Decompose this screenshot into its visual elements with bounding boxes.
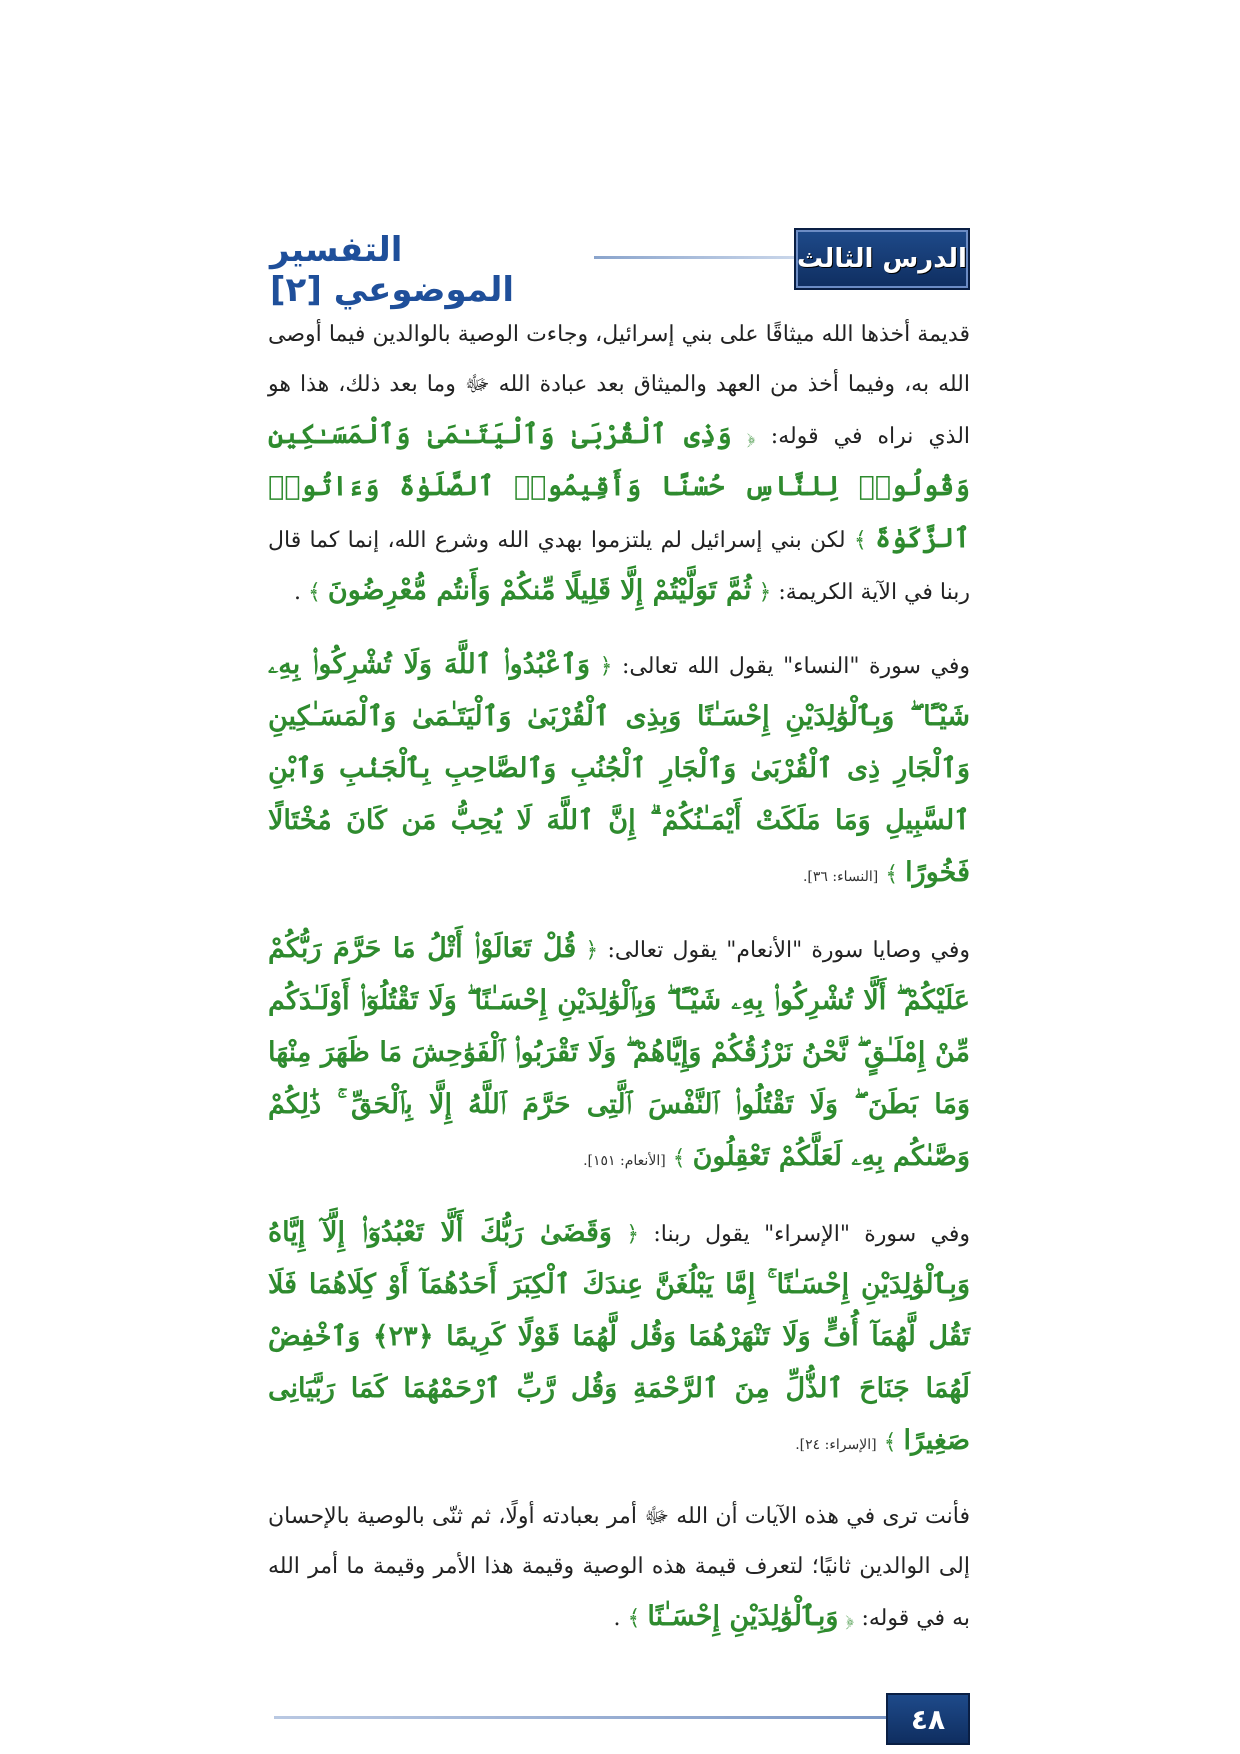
- page-number: ٤٨: [910, 1702, 946, 1736]
- paragraph-text: .: [613, 1606, 621, 1631]
- quran-open-brace: ﴿: [746, 424, 756, 449]
- quran-open-brace: ﴿: [626, 1222, 640, 1247]
- page-number-badge: [886, 1693, 970, 1745]
- paragraph-text: لكن بني إسرائيل لم يلتزموا بهدي الله وشرع الله، إنما كما قال ربنا في الآية الكريمة:: [268, 528, 970, 605]
- verse-reference: [الأنعام: ١٥١].: [583, 1153, 666, 1169]
- paragraph-text: وفي سورة "النساء" يقول الله تعالى:: [622, 654, 970, 679]
- lesson-label: الدرس الثالث: [797, 244, 967, 274]
- footer-divider: [274, 1716, 886, 1719]
- quran-open-brace: ﴿: [599, 654, 613, 679]
- paragraph-3: [268, 924, 970, 1186]
- quran-close-brace: ﴾: [885, 862, 899, 887]
- verse-reference: [النساء: ٣٦].: [802, 869, 879, 885]
- paragraph-text: وفي وصايا سورة "الأنعام" يقول تعالى:: [607, 938, 970, 963]
- quran-verse: وَبِٱلْوَٰلِدَيْنِ إِحْسَـٰنًا: [647, 1601, 839, 1632]
- quran-close-brace: ﴾: [627, 1606, 641, 1631]
- quran-open-brace: ﴿: [585, 938, 599, 963]
- page-body: [268, 310, 970, 1666]
- quran-open-brace: ﴿: [845, 1606, 855, 1631]
- verse-reference: [الإسراء: ٢٤].: [795, 1437, 877, 1453]
- quran-close-brace: ﴾: [883, 1430, 897, 1455]
- paragraph-5: [268, 1492, 970, 1644]
- lesson-badge: [794, 228, 970, 290]
- paragraph-text: فأنت ترى في هذه الآيات أن الله ﷻ أمر بعبادته أولًا، ثم ثنّى بالوصية بالإحسان إلى الوالدين ثانيًا؛ لتعرف قيمة هذه الوصية وقيمة هذا الأمر وقيمة ما أمر الله به في قوله:: [268, 1504, 970, 1631]
- quran-verse: وَٱعْبُدُوا۟ ٱللَّهَ وَلَا تُشْرِكُوا۟ بِهِۦ شَيْـًٔا ۖ وَبِٱلْوَٰلِدَيْنِ إِحْسَـٰنًا وَبِذِى ٱلْقُرْبَىٰ وَٱلْيَتَـٰمَىٰ وَٱلْمَسَـٰكِينِ وَٱلْجَارِ ذِى ٱلْقُرْبَىٰ وَٱلْجَارِ ٱلْجُنُبِ وَٱلصَّاحِبِ بِٱلْجَنۢبِ وَٱبْنِ ٱلسَّبِيلِ وَمَا مَلَكَتْ أَيْمَـٰنُكُمْ ۗ إِنَّ ٱللَّهَ لَا يُحِبُّ مَن كَانَ مُخْتَالًا فَخُورًا: [268, 649, 970, 888]
- paragraph-1: [268, 310, 970, 618]
- quran-verse: قُلْ تَعَالَوْا۟ أَتْلُ مَا حَرَّمَ رَبُّكُمْ عَلَيْكُمْ ۖ أَلَّا تُشْرِكُوا۟ بِهِۦ شَيْـًٔا ۖ وَبِٱلْوَٰلِدَيْنِ إِحْسَـٰنًا ۖ وَلَا تَقْتُلُوٓا۟ أَوْلَـٰدَكُم مِّنْ إِمْلَـٰقٍ ۖ نَّحْنُ نَرْزُقُكُمْ وَإِيَّاهُمْ ۖ وَلَا تَقْرَبُوا۟ ٱلْفَوَٰحِشَ مَا ظَهَرَ مِنْهَا وَمَا بَطَنَ ۖ وَلَا تَقْتُلُوا۟ ٱلنَّفْسَ ٱلَّتِى حَرَّمَ ٱللَّهُ إِلَّا بِٱلْحَقِّ ۚ ذَٰلِكُمْ وَصَّىٰكُم بِهِۦ لَعَلَّكُمْ تَعْقِلُونَ: [268, 933, 970, 1172]
- book-title: التفسير الموضوعي [٢]: [270, 230, 515, 310]
- quran-close-brace: ﴾: [672, 1146, 686, 1171]
- quran-verse: ثُمَّ تَوَلَّيْتُمْ إِلَّا قَلِيلًا مِّنكُمْ وَأَنتُم مُّعْرِضُونَ: [327, 575, 752, 606]
- paragraph-4: [268, 1208, 970, 1470]
- quran-verse: وَقَضَىٰ رَبُّكَ أَلَّا تَعْبُدُوٓا۟ إِلَّآ إِيَّاهُ وَبِٱلْوَٰلِدَيْنِ إِحْسَـٰنًا ۚ إِمَّا يَبْلُغَنَّ عِندَكَ ٱلْكِبَرَ أَحَدُهُمَآ أَوْ كِلَاهُمَا فَلَا تَقُل لَّهُمَآ أُفٍّ وَلَا تَنْهَرْهُمَا وَقُل لَّهُمَا قَوْلًا كَرِيمًا ﴿٢٣﴾ وَٱخْفِضْ لَهُمَا جَنَاحَ ٱلذُّلِّ مِنَ ٱلرَّحْمَةِ وَقُل رَّبِّ ٱرْحَمْهُمَا كَمَا رَبَّيَانِى صَغِيرًا: [268, 1217, 970, 1456]
- paragraph-2: [268, 640, 970, 902]
- header-divider: [594, 256, 794, 259]
- paragraph-text: وفي سورة "الإسراء" يقول ربنا:: [653, 1222, 970, 1247]
- quran-close-brace: ﴾: [853, 528, 867, 553]
- page-header: [270, 228, 970, 310]
- paragraph-text: .: [293, 580, 301, 605]
- quran-verse: وَذِى ٱلْقُرْبَىٰ وَٱلْيَتَـٰمَىٰ وَٱلْمَسَـٰكِينِ وَقُولُوا۟ لِلنَّاسِ حُسْنًا وَأَقِيمُوا۟ ٱلصَّلَوٰةَ وَءَاتُوا۟ ٱلزَّكَوٰةَ: [268, 419, 971, 554]
- page-footer: [274, 1693, 970, 1743]
- quran-close-brace: ﴾: [307, 580, 321, 605]
- paragraph-text: قديمة أخذها الله ميثاقًا على بني إسرائيل، وجاءت الوصية بالوالدين فيما أوصى الله به، وفيما أخذ من العهد والميثاق بعد عبادة الله ﷻ وما بعد ذلك، هذا هو الذي نراه في قوله:: [268, 322, 971, 449]
- quran-open-brace: ﴿: [758, 580, 772, 605]
